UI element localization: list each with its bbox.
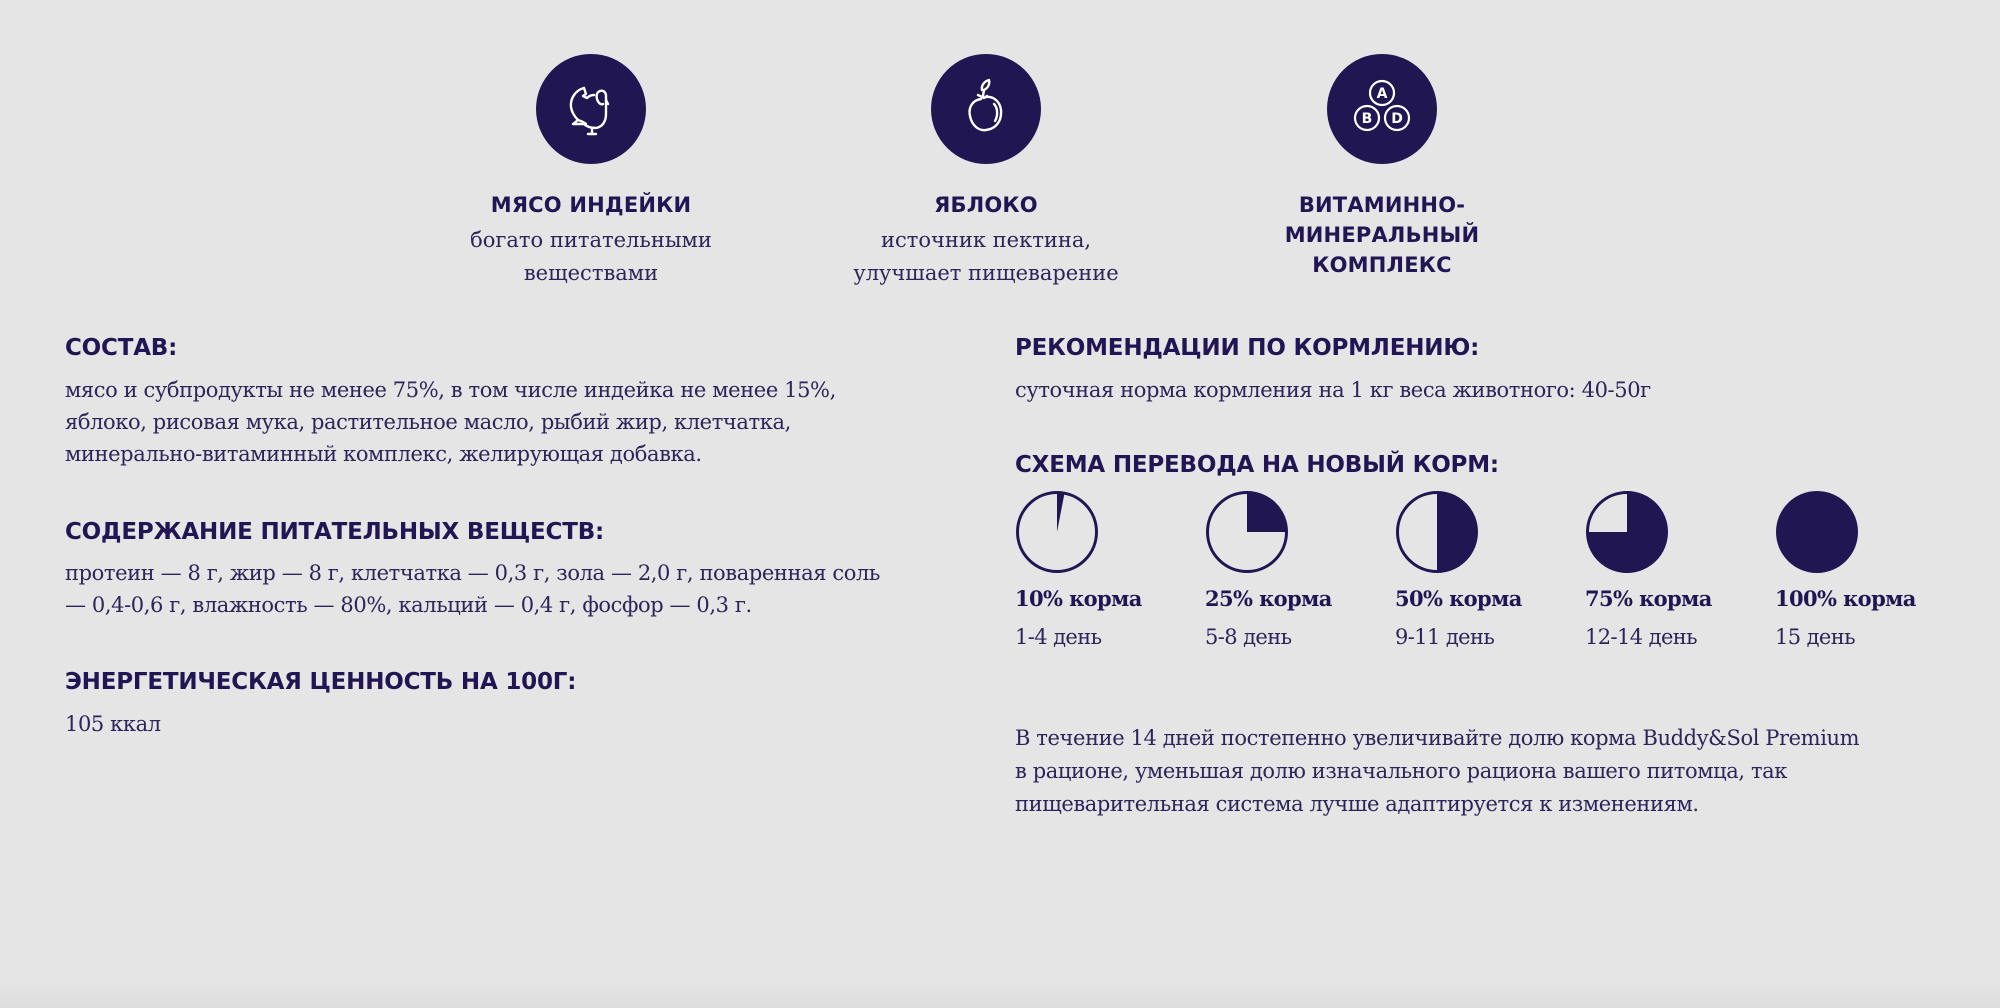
- feature-desc: [806, 224, 1166, 290]
- feature-title-line: КОМПЛЕКС: [1312, 253, 1452, 277]
- composition-line: мясо и субпродукты не менее 75%, в том числе индейка не менее 15%,: [65, 378, 836, 402]
- stage-percent: 25% корма: [1205, 586, 1332, 611]
- transition-note-line: пищеварительная система лучше адаптируется к изменениям.: [1015, 792, 1699, 816]
- transition-stage: [1585, 490, 1775, 652]
- feature-title: МЯСО ИНДЕЙКИ: [490, 193, 692, 217]
- transition-stage: [1775, 490, 1965, 652]
- stage-days: 1-4 день: [1015, 625, 1102, 649]
- stage-days: 15 день: [1775, 625, 1855, 649]
- nutrients-text: [65, 557, 880, 621]
- pie-25-icon: [1205, 490, 1289, 574]
- feeding-text: суточная норма кормления на 1 кг веса животного: 40-50г: [1015, 378, 1651, 402]
- stage-days: 9-11 день: [1395, 625, 1495, 649]
- vitamin-b-badge: B: [1361, 111, 1373, 127]
- feature-title: ЯБЛОКО: [934, 193, 1038, 217]
- feature-desc-line: улучшает пищеварение: [853, 261, 1119, 285]
- transition-stage: [1015, 490, 1205, 652]
- transition-note: [1015, 722, 1859, 821]
- vitamin-a-badge: A: [1376, 86, 1388, 102]
- feeding-heading: РЕКОМЕНДАЦИИ ПО КОРМЛЕНИЮ:: [1015, 335, 1480, 361]
- turkey-icon: [536, 54, 646, 164]
- stage-percent: 100% корма: [1775, 586, 1916, 611]
- pie-100-icon: [1775, 490, 1859, 574]
- stage-percent: 50% корма: [1395, 586, 1522, 611]
- pie-10-icon: [1015, 490, 1099, 574]
- composition-text: [65, 374, 836, 470]
- stage-days: 12-14 день: [1585, 625, 1698, 649]
- energy-heading: ЭНЕРГЕТИЧЕСКАЯ ЦЕННОСТЬ НА 100Г:: [65, 669, 577, 695]
- composition-line: яблоко, рисовая мука, растительное масло, рыбий жир, клетчатка,: [65, 410, 791, 434]
- transition-stage: [1205, 490, 1395, 652]
- nutrients-line: протеин — 8 г, жир — 8 г, клетчатка — 0,3 г, зола — 2,0 г, поваренная соль: [65, 561, 880, 585]
- feature-apple: [806, 54, 1166, 290]
- vitamins-abd-icon: [1327, 54, 1437, 164]
- composition-line: минерально-витаминный комплекс, желирующая добавка.: [65, 442, 702, 466]
- feature-vitamins: [1202, 54, 1562, 280]
- stage-percent: 10% корма: [1015, 586, 1142, 611]
- bottom-shade: [0, 980, 2000, 1008]
- composition-heading: СОСТАВ:: [65, 335, 178, 361]
- feature-desc-line: источник пектина,: [880, 228, 1092, 252]
- transition-heading: СХЕМА ПЕРЕВОДА НА НОВЫЙ КОРМ:: [1015, 452, 1499, 478]
- apple-icon: [931, 54, 1041, 164]
- stage-percent: 75% корма: [1585, 586, 1712, 611]
- feature-title-line: МИНЕРАЛЬНЫЙ: [1284, 223, 1480, 247]
- nutrients-line: — 0,4-0,6 г, влажность — 80%, кальций — 0,4 г, фосфор — 0,3 г.: [65, 593, 752, 617]
- feature-desc-line: богато питательными: [470, 228, 712, 252]
- feature-desc-line: веществами: [523, 261, 659, 285]
- energy-value: 105 ккал: [65, 712, 161, 736]
- feature-title: [1202, 190, 1562, 280]
- nutrients-heading: СОДЕРЖАНИЕ ПИТАТЕЛЬНЫХ ВЕЩЕСТВ:: [65, 519, 605, 545]
- transition-note-line: в рационе, уменьшая долю изначального рациона вашего питомца, так: [1015, 759, 1788, 783]
- vitamin-d-badge: D: [1391, 111, 1403, 127]
- transition-stage: [1395, 490, 1585, 652]
- feature-desc: [411, 224, 771, 290]
- stage-days: 5-8 день: [1205, 625, 1292, 649]
- pie-50-icon: [1395, 490, 1479, 574]
- transition-note-line: В течение 14 дней постепенно увеличивайте долю корма Buddy&Sol Premium: [1015, 726, 1860, 750]
- feature-turkey: [411, 54, 771, 290]
- feature-title-line: ВИТАМИННО-: [1298, 193, 1466, 217]
- pie-75-icon: [1585, 490, 1669, 574]
